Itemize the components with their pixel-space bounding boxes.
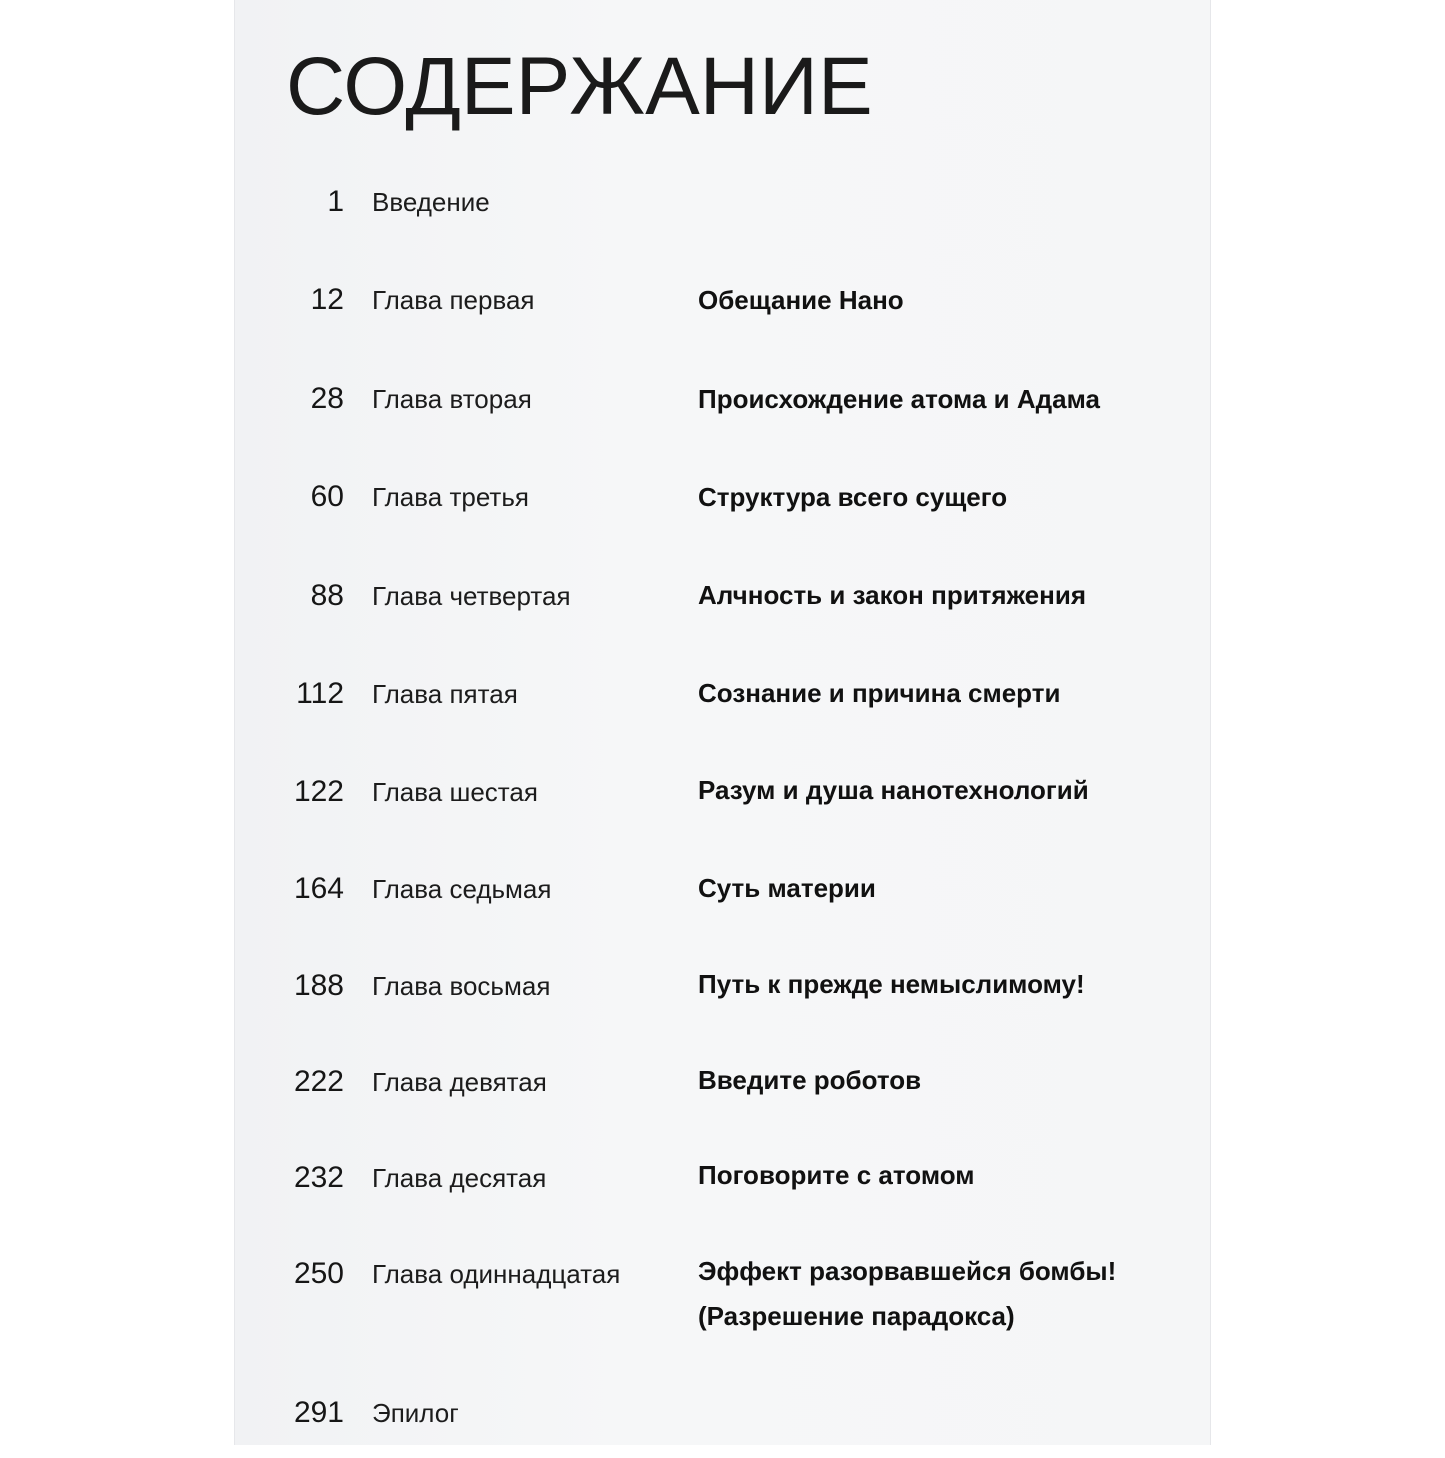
toc-entry-chapter-2 xyxy=(234,384,1211,444)
page-number: 164 xyxy=(293,872,344,905)
page-number: 28 xyxy=(310,382,344,415)
chapter-title: Путь к прежде немыслимому! xyxy=(698,969,1085,999)
toc-entry-chapter-9 xyxy=(234,1067,1211,1127)
chapter-label: Введение xyxy=(372,187,490,217)
page-number: 1 xyxy=(327,185,344,218)
chapter-label: Глава восьмая xyxy=(372,971,551,1001)
chapter-title: Суть материи xyxy=(698,873,876,903)
page-number: 188 xyxy=(293,969,344,1002)
chapter-title: Разум и душа нанотехнологий xyxy=(698,775,1089,805)
page-title: СОДЕРЖАНИЕ xyxy=(286,41,873,132)
toc-entry-chapter-4 xyxy=(234,581,1211,641)
chapter-label: Глава вторая xyxy=(372,384,532,414)
page-number: 222 xyxy=(293,1065,344,1098)
chapter-title: Поговорите с атомом xyxy=(698,1160,975,1190)
page-number: 250 xyxy=(293,1257,344,1290)
chapter-label: Глава третья xyxy=(372,482,529,512)
toc-entry-epilogue xyxy=(234,1398,1211,1458)
page-number: 232 xyxy=(293,1161,344,1194)
toc-entry-introduction xyxy=(234,187,1211,247)
chapter-title-line: Эффект разорвавшейся бомбы! xyxy=(698,1256,1117,1286)
chapter-label: Глава пятая xyxy=(372,679,518,709)
chapter-title: Обещание Нано xyxy=(698,285,904,315)
chapter-title xyxy=(698,1249,1198,1339)
page-number: 122 xyxy=(293,775,344,808)
table-of-contents xyxy=(234,0,1211,1445)
chapter-label: Глава шестая xyxy=(372,777,538,807)
toc-entry-chapter-10 xyxy=(234,1160,1211,1223)
chapter-title: Введите роботов xyxy=(698,1065,922,1095)
chapter-label: Эпилог xyxy=(372,1398,459,1428)
chapter-label: Глава девятая xyxy=(372,1067,547,1097)
toc-entry-chapter-8 xyxy=(234,971,1211,1031)
toc-entry-chapter-3 xyxy=(234,482,1211,542)
chapter-label: Глава седьмая xyxy=(372,874,552,904)
page-number: 12 xyxy=(310,283,344,316)
chapter-label: Глава одиннадцатая xyxy=(372,1259,621,1289)
toc-entry-chapter-5 xyxy=(234,679,1211,739)
toc-entry-chapter-6 xyxy=(234,777,1211,837)
chapter-title: Происхождение атома и Адама xyxy=(698,384,1100,414)
chapter-title: Алчность и закон притяжения xyxy=(698,580,1086,610)
book-page xyxy=(234,0,1211,1445)
page-number: 88 xyxy=(310,579,344,612)
chapter-label: Глава десятая xyxy=(372,1163,547,1193)
chapter-label: Глава первая xyxy=(372,285,535,315)
chapter-title: Сознание и причина смерти xyxy=(698,678,1061,708)
toc-entry-chapter-11 xyxy=(234,1256,1211,1349)
chapter-label: Глава четвертая xyxy=(372,581,571,611)
page-number: 112 xyxy=(296,677,344,710)
page-number: 291 xyxy=(293,1396,344,1429)
chapter-title-line: (Разрешение парадокса) xyxy=(698,1301,1015,1331)
chapter-title: Структура всего сущего xyxy=(698,482,1008,512)
page-number: 60 xyxy=(310,480,344,513)
toc-entry-chapter-1 xyxy=(234,285,1211,345)
toc-entry-chapter-7 xyxy=(234,874,1211,934)
